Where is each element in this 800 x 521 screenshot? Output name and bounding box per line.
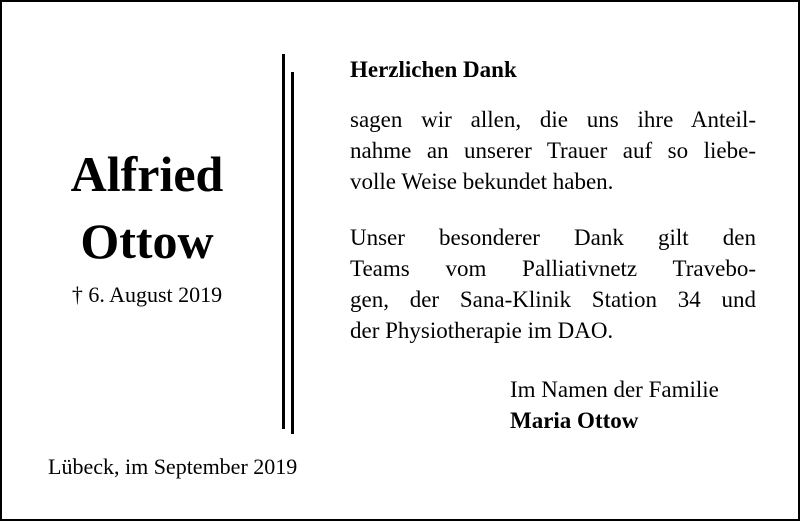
thanks-heading: Herzlichen Dank xyxy=(350,57,517,82)
place-date: Lübeck, im September 2019 xyxy=(48,454,298,479)
paragraph-line: Unser besonderer Dank gilt den xyxy=(350,225,756,250)
paragraph-line: nahme an unserer Trauer auf so liebe- xyxy=(350,138,756,163)
first-name: Alfried xyxy=(70,146,224,202)
death-date: † 6. August 2019 xyxy=(71,282,223,307)
thanks-paragraph-1 xyxy=(350,104,756,197)
paragraph-line: volle Weise bekundet haben. xyxy=(350,169,614,194)
signature-intro: Im Namen der Familie xyxy=(510,377,719,402)
last-name: Ottow xyxy=(80,213,214,269)
paragraph-line: sagen wir allen, die uns ihre Anteil- xyxy=(350,107,756,132)
signature-name: Maria Ottow xyxy=(510,408,639,433)
divider-line-left xyxy=(282,54,285,429)
paragraph-line: der Physiotherapie im DAO. xyxy=(350,318,614,343)
thanks-paragraph-2 xyxy=(350,222,756,346)
paragraph-line: gen, der Sana-Klinik Station 34 und xyxy=(350,287,756,312)
divider-line-right xyxy=(291,72,294,434)
paragraph-line: Teams vom Palliativnetz Travebo- xyxy=(350,256,756,281)
